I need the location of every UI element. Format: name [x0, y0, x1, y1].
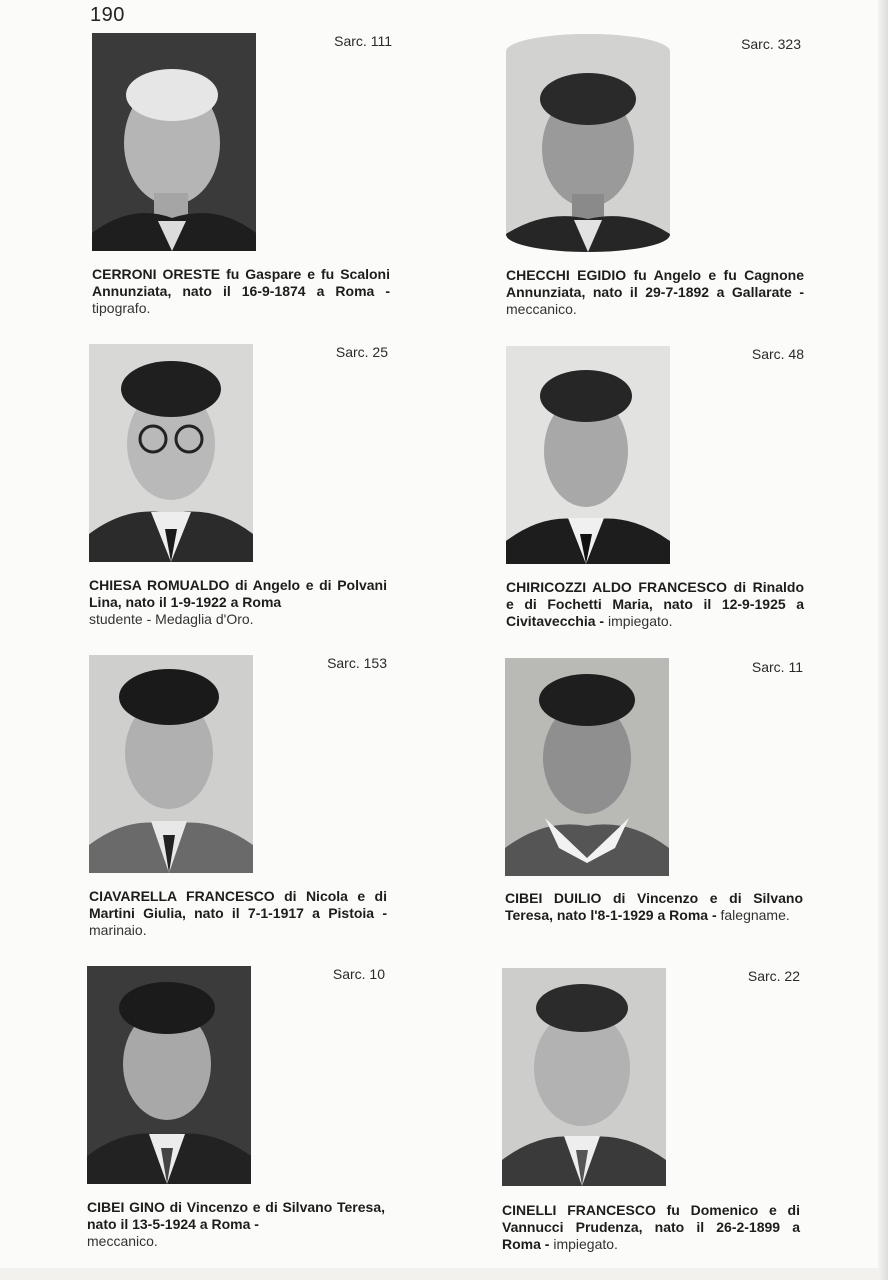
memorial-entry	[502, 968, 802, 1268]
sarcophagus-number: Sarc. 25	[335, 344, 388, 360]
portrait-photo	[92, 33, 256, 251]
caption-occupation: falegname.	[716, 907, 790, 923]
memorial-entry	[89, 344, 389, 644]
memorial-entry	[87, 966, 387, 1266]
portrait-image	[89, 655, 253, 873]
portrait-photo	[87, 966, 251, 1184]
portrait-image	[92, 33, 256, 251]
memorial-entry	[506, 346, 806, 646]
memorial-entry	[89, 655, 389, 955]
portrait-image	[506, 346, 670, 564]
biography-caption	[506, 579, 804, 630]
biography-caption	[502, 1202, 800, 1253]
caption-name-details: CINELLI FRANCESCO fu Domenico e di Vannucci Prudenza, nato il 26-2-1899 a Roma -	[502, 1202, 800, 1252]
memorial-entry	[92, 33, 392, 333]
biography-caption	[87, 1199, 385, 1250]
caption-occupation: marinaio.	[89, 922, 147, 938]
portrait-photo	[506, 346, 670, 564]
biography-caption	[89, 888, 387, 939]
portrait-photo	[89, 344, 253, 562]
portrait-image	[502, 968, 666, 1186]
portrait-photo	[506, 34, 670, 252]
caption-occupation: meccanico.	[87, 1233, 158, 1249]
caption-occupation: meccanico.	[506, 301, 577, 317]
caption-name-details: CIBEI GINO di Vincenzo e di Silvano Teresa, nato il 13-5-1924 a Roma -	[87, 1199, 385, 1232]
portrait-photo	[502, 968, 666, 1186]
page-edge-shadow	[878, 0, 888, 1280]
biography-caption	[505, 890, 803, 924]
caption-name-details: CERRONI ORESTE fu Gaspare e fu Scaloni Annunziata, nato il 16-9-1874 a Roma -	[92, 266, 390, 299]
caption-name-details: CHECCHI EGIDIO fu Angelo e fu Cagnone Annunziata, nato il 29-7-1892 a Gallarate -	[506, 267, 804, 300]
sarcophagus-number: Sarc. 323	[741, 36, 801, 52]
caption-occupation: studente - Medaglia d'Oro.	[89, 611, 254, 627]
biography-caption	[92, 266, 390, 317]
sarcophagus-number: Sarc. 10	[332, 966, 385, 982]
sarcophagus-number: Sarc. 22	[747, 968, 800, 984]
caption-occupation: tipografo.	[92, 300, 151, 316]
caption-name-details: CIAVARELLA FRANCESCO di Nicola e di Martini Giulia, nato il 7-1-1917 a Pistoia -	[89, 888, 387, 921]
portrait-image	[505, 658, 669, 876]
memorial-entry	[505, 658, 805, 958]
caption-name-details: CIBEI DUILIO di Vincenzo e di Silvano Teresa, nato l'8-1-1929 a Roma -	[505, 890, 803, 923]
portrait-image	[506, 34, 670, 252]
portrait-image	[89, 344, 253, 562]
sarcophagus-number: Sarc. 153	[327, 655, 387, 671]
sarcophagus-number: Sarc. 48	[751, 346, 804, 362]
biography-caption	[506, 267, 804, 318]
page-number: 190	[90, 4, 125, 26]
portrait-photo	[505, 658, 669, 876]
caption-occupation: impiegato.	[604, 613, 673, 629]
portrait-image	[87, 966, 251, 1184]
caption-name-details: CHIRICOZZI ALDO FRANCESCO di Rinaldo e di Fochetti Maria, nato il 12-9-1925 a Civitavecchia -	[506, 579, 804, 629]
caption-occupation: impiegato.	[549, 1236, 618, 1252]
sarcophagus-number: Sarc. 111	[334, 33, 392, 49]
biography-caption	[89, 577, 387, 628]
memorial-entry	[506, 34, 806, 334]
sarcophagus-number: Sarc. 11	[751, 659, 803, 675]
caption-name-details: CHIESA ROMUALDO di Angelo e di Polvani Lina, nato il 1-9-1922 a Roma	[89, 577, 387, 610]
portrait-photo	[89, 655, 253, 873]
